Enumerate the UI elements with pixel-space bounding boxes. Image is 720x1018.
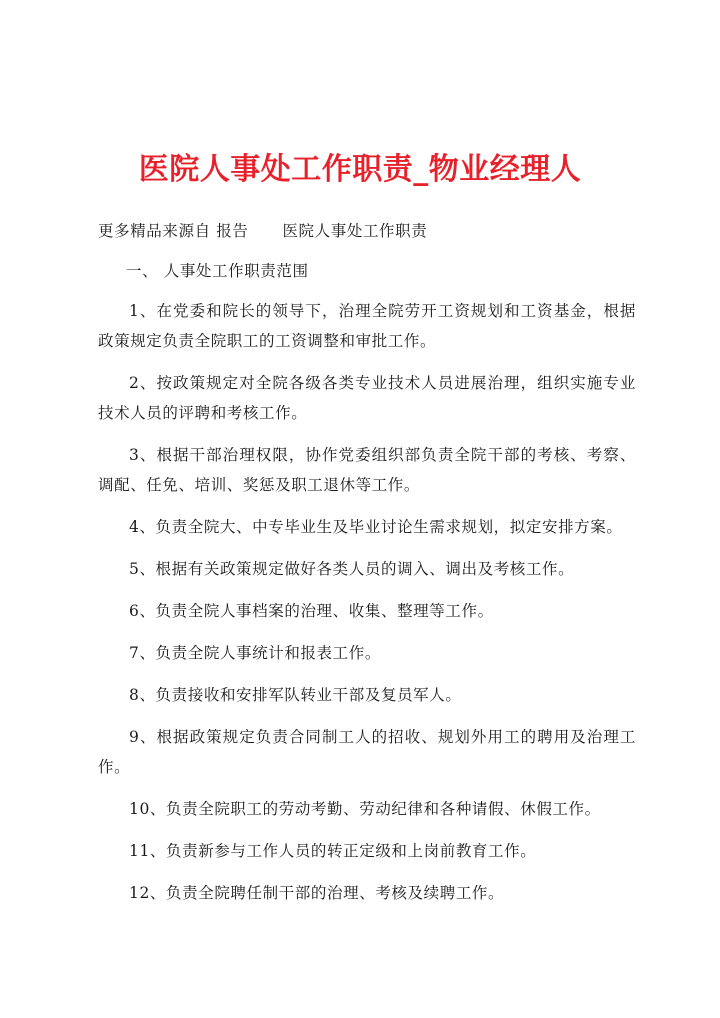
list-item: 4、负责全院大、中专毕业生及毕业讨论生需求规划，拟定安排方案。 <box>129 518 623 536</box>
source-title: 医院人事处工作职责 <box>282 222 428 240</box>
list-item: 1、在党委和院长的领导下，治理全院劳开工资规划和工资基金，根据政策规定负责全院职工的工资调整和审批工作。 <box>98 302 636 350</box>
list-item: 12、负责全院聘任制干部的治理、考核及续聘工作。 <box>129 884 505 902</box>
list-item: 8、负责接收和安排军队转业干部及复员军人。 <box>129 686 462 704</box>
list-item: 5、根据有关政策规定做好各类人员的调入、调出及考核工作。 <box>129 560 575 578</box>
list-item: 3、根据干部治理权限，协作党委组织部负责全院干部的考核、考察、调配、任免、培训、奖惩及职工退休等工作。 <box>98 446 636 494</box>
list-item: 2、按政策规定对全院各级各类专业技术人员进展治理，组织实施专业技术人员的评聘和考核工作。 <box>98 374 636 422</box>
document-title: 医院人事处工作职责_物业经理人 <box>138 152 582 187</box>
list-item: 10、负责全院职工的劳动考勤、劳动纪律和各种请假、休假工作。 <box>129 800 601 818</box>
source-line <box>98 216 636 246</box>
section-heading: 一、 人事处工作职责范围 <box>126 262 309 280</box>
list-item: 7、负责全院人事统计和报表工作。 <box>129 644 381 662</box>
list-item: 11、负责新参与工作人员的转正定级和上岗前教育工作。 <box>129 842 537 860</box>
source-prefix: 更多精品来源自 报告 <box>98 222 249 240</box>
list-item: 9、根据政策规定负责合同制工人的招收、规划外用工的聘用及治理工作。 <box>98 728 636 776</box>
list-item: 6、负责全院人事档案的治理、收集、整理等工作。 <box>129 602 494 620</box>
document-body <box>98 216 636 920</box>
